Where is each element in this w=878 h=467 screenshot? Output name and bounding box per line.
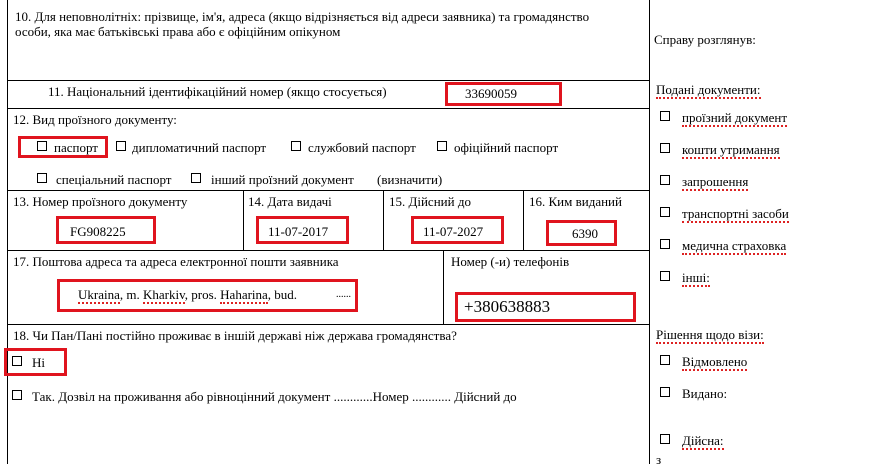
address-street: Haharina	[220, 287, 268, 302]
form-right-border	[649, 0, 650, 464]
doc-insurance-checkbox[interactable]	[660, 239, 670, 249]
doc-invitation-label: запрошення	[682, 174, 749, 189]
special-passport-label: спеціальний паспорт	[56, 172, 172, 187]
sec18-label: 18. Чи Пан/Пані постійно проживає в іншій державі ніж держава громадянства?	[13, 328, 457, 343]
sec17-label: 17. Поштова адреса та адреса електронної пошти заявника	[13, 254, 339, 269]
passport-checkbox[interactable]	[37, 141, 47, 151]
diplomatic-passport-checkbox[interactable]	[116, 141, 126, 151]
doc-transport-label: транспортні засоби	[682, 206, 789, 221]
decision-valid-checkbox[interactable]	[660, 434, 670, 444]
decision-valid-from: з	[656, 452, 662, 467]
sec10-label-line1: 10. Для неповнолітніх: прізвище, ім'я, адреса (якщо відрізняється від адреси заявника) та громадянство	[15, 9, 590, 24]
issue-date-value: 11-07-2017	[268, 224, 329, 239]
service-passport-label: службовий паспорт	[308, 140, 416, 155]
residence-yes-label: Так. Дозвіл на проживання або рівноцінний документ ............Номер ............ Дійсний до	[32, 389, 517, 404]
doc-funds-label: кошти утримання	[682, 142, 780, 157]
residence-yes-checkbox[interactable]	[12, 390, 22, 400]
doc-travel-label: проїзний документ	[682, 110, 788, 125]
decision-issued-checkbox[interactable]	[660, 387, 670, 397]
issuing-authority-value: 6390	[572, 226, 598, 241]
address-country: Ukraina	[78, 287, 120, 302]
official-passport-checkbox[interactable]	[437, 141, 447, 151]
decision-valid-label: Дійсна:	[682, 433, 724, 448]
sec13-label: 13. Номер проїзного документу	[13, 194, 188, 209]
phone-value: +380638883	[464, 299, 551, 314]
decision-refused-label: Відмовлено	[682, 354, 748, 369]
residence-no-checkbox[interactable]	[12, 356, 22, 366]
sec11-label: 11. Національний ідентифікаційний номер (якщо стосується)	[48, 84, 387, 99]
official-passport-label: офіційний паспорт	[454, 140, 559, 155]
passport-option-label: паспорт	[54, 140, 98, 155]
service-passport-checkbox[interactable]	[291, 141, 301, 151]
divider	[523, 190, 524, 250]
doc-other-checkbox[interactable]	[660, 271, 670, 281]
sec12-label: 12. Вид проїзного документу:	[13, 112, 177, 127]
doc-funds-checkbox[interactable]	[660, 143, 670, 153]
decision-refused-checkbox[interactable]	[660, 355, 670, 365]
national-id-value: 33690059	[465, 86, 517, 101]
diplomatic-passport-label: дипломатичний паспорт	[132, 140, 267, 155]
doc-travel-checkbox[interactable]	[660, 111, 670, 121]
divider	[7, 324, 650, 325]
divider	[7, 250, 650, 251]
address-city: Kharkiv	[143, 287, 185, 302]
doc-invitation-checkbox[interactable]	[660, 175, 670, 185]
divider	[7, 108, 650, 109]
other-document-checkbox[interactable]	[191, 173, 201, 183]
other-document-label: інший проїзний документ	[211, 172, 354, 187]
sec15-label: 15. Дійсний до	[389, 194, 471, 209]
phone-label: Номер (-и) телефонів	[451, 254, 570, 269]
divider	[383, 190, 384, 250]
postal-address-value: Ukraina, m. Kharkiv, pros. Haharina, bud.	[78, 287, 298, 302]
special-passport-checkbox[interactable]	[37, 173, 47, 183]
divider	[243, 190, 244, 250]
divider	[7, 80, 650, 81]
divider	[443, 250, 444, 324]
sec16-label: 16. Ким виданий	[529, 194, 622, 209]
sidebar-reviewed-by: Справу розглянув:	[654, 32, 756, 47]
divider	[7, 190, 650, 191]
specify-label: (визначити)	[377, 172, 443, 187]
decision-issued-label: Видано:	[682, 386, 728, 401]
postal-address-dots: ......	[336, 289, 351, 300]
form-left-border	[7, 0, 8, 464]
valid-until-value: 11-07-2027	[423, 224, 484, 239]
sidebar-decision-heading: Рішення щодо візи:	[656, 327, 764, 342]
document-number-value: FG908225	[70, 224, 126, 239]
sec14-label: 14. Дата видачі	[248, 194, 332, 209]
doc-other-label: інші:	[682, 270, 710, 285]
sec10-label-line2: особи, яка має батьківські права або є офіційним опікуном	[15, 24, 341, 39]
residence-no-label: Ні	[32, 355, 45, 370]
sidebar-submitted-heading: Подані документи:	[656, 82, 761, 97]
doc-transport-checkbox[interactable]	[660, 207, 670, 217]
doc-insurance-label: медична страховка	[682, 238, 787, 253]
